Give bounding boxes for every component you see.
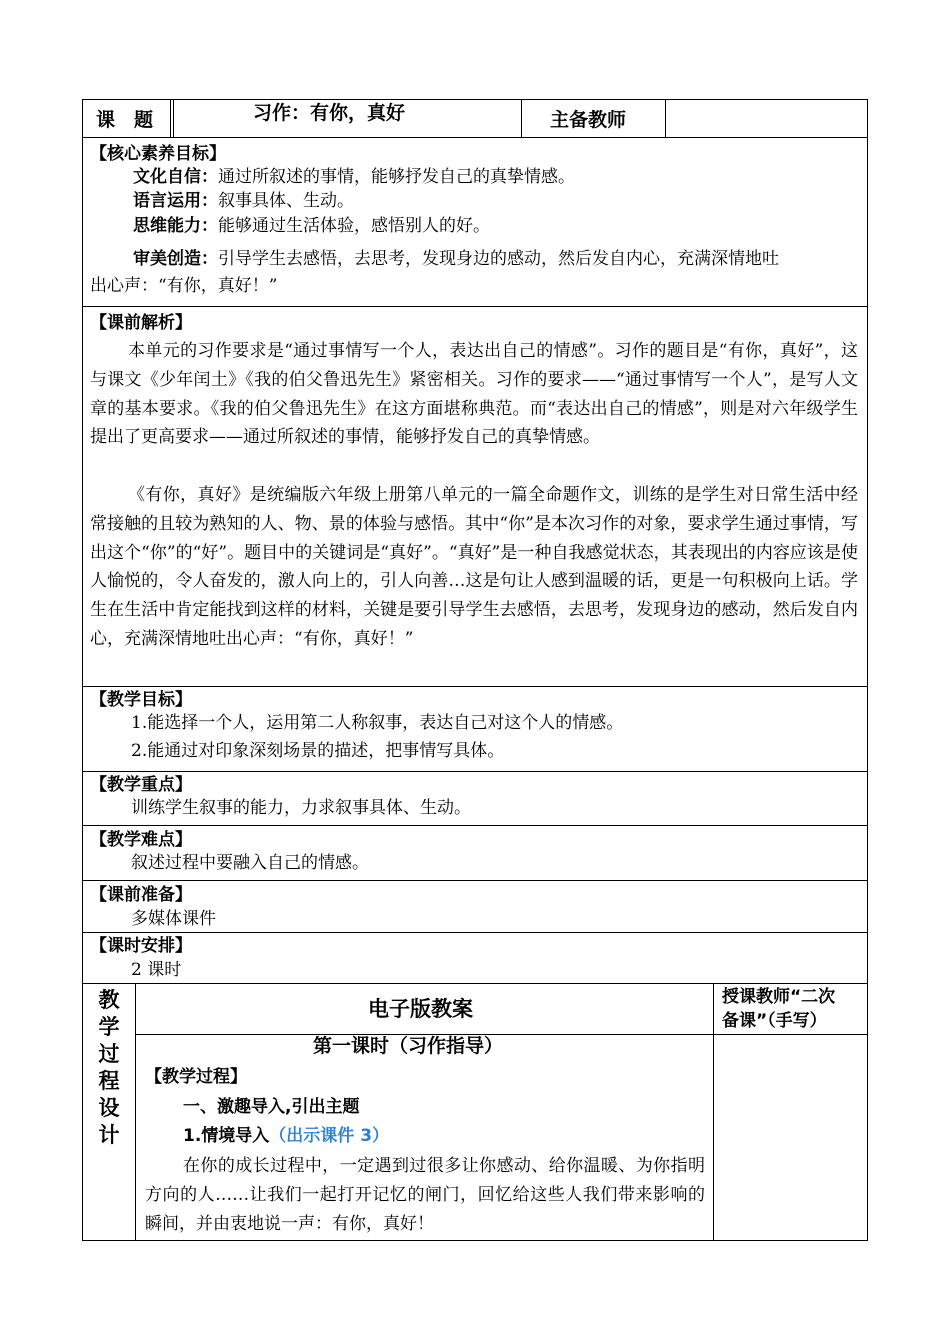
difficulties-heading: 【教学难点】 [90,830,192,850]
courseware-ref: （出示课件 3） [269,1126,390,1146]
preparation-heading: 【课前准备】 [90,885,192,905]
notes-title-line-1: 授课教师“二次 [722,987,836,1007]
key-points-text: 训练学生叙事的能力，力求叙事具体、生动。 [131,798,471,818]
topic-title: 习作：有你，真好 [253,102,406,124]
difficulties-text: 叙述过程中要融入自己的情感。 [131,853,369,873]
goal-text-continued: 出心声：“有你，真好！” [90,276,278,296]
schedule-text: 2 课时 [131,960,182,980]
goal-text: 叙事具体、生动。 [218,191,354,211]
goal-label: 思维能力： [133,216,218,236]
column-title: 电子版教案 [368,997,473,1021]
key-points-heading: 【教学重点】 [90,775,192,795]
analysis-paragraph-1: 本单元的习作要求是“通过事情写一个人，表达出自己的情感”。习作的题目是“有你，真好”，这与课文《少年闰土》《我的伯父鲁迅先生》紧密相关。习作的要求——“通过事情写一个人”，是写人文章的基本要求。《我的伯父鲁迅先生》在这方面堪称典范。而“表达出自己的情感”，则是对六年级学生提出了更高要求——通过所叙述的事情，能够抒发自己的真挚情感。 [90,341,858,448]
goal-label: 审美创造： [133,249,218,269]
section-heading: 一、激趣导入,引出主题 [183,1097,360,1117]
objectives-heading: 【教学目标】 [90,690,192,710]
step-heading: 1.情境导入（出示课件 3） [183,1126,390,1146]
step-text: 在你的成长过程中，一定遇到过很多让你感动、给你温暖、为你指明方向的人……让我们一起打开记忆的闸门，回忆给这些人我们带来影响的瞬间，并由衷地说一声：有你，真好！ [145,1156,705,1234]
objective-item: 1.能选择一个人，运用第二人称叙事，表达自己对这个人的情感。 [131,713,624,733]
process-heading: 【教学过程】 [145,1067,247,1087]
goal-label: 语言运用： [133,191,218,211]
analysis-heading: 【课前解析】 [90,313,192,333]
goal-item [133,191,354,211]
goal-text: 通过所叙述的事情，能够抒发自己的真挚情感。 [218,167,575,187]
goal-text: 引导学生去感悟，去思考，发现身边的感动，然后发自内心，充满深情地吐 [218,249,779,269]
objective-item: 2.能通过对印象深刻场景的描述，把事情写具体。 [131,741,505,761]
analysis-paragraph-2: 《有你，真好》是统编版六年级上册第八单元的一篇全命题作文，训练的是学生对日常生活中经常接触的且较为熟知的人、物、景的体验与感悟。其中“你”是本次习作的对象，要求学生通过事情，写出这个“你”的“好”。题目中的关键词是“真好”。“真好”是一种自我感觉状态，其表现出的内容应该是使人愉悦的，令人奋发的，激人向上的，引人向善…这是句让人感到温暖的话，更是一句积极向上话。学生在生活中肯定能找到这样的材料，关键是要引导学生去感悟，去思考，发现身边的感动，然后发自内心，充满深情地吐出心声：“有你，真好！” [90,485,858,649]
process-side-label: 教 学 过 程 设 计 [98,988,120,1147]
topic-label: 课 题 [96,109,154,131]
teacher-label: 主备教师 [550,109,627,131]
goal-text: 能够通过生活体验，感悟别人的好。 [218,216,490,236]
goal-label: 文化自信： [133,167,218,187]
core-goals-heading: 【核心素养目标】 [90,144,226,164]
goal-item [133,167,575,187]
goal-item [133,216,490,236]
schedule-heading: 【课时安排】 [90,936,192,956]
notes-title-line-2: 备课”（手写） [722,1011,827,1031]
goal-item [133,249,779,269]
lesson-title: 第一课时（习作指导） [313,1035,504,1057]
preparation-text: 多媒体课件 [131,909,216,929]
